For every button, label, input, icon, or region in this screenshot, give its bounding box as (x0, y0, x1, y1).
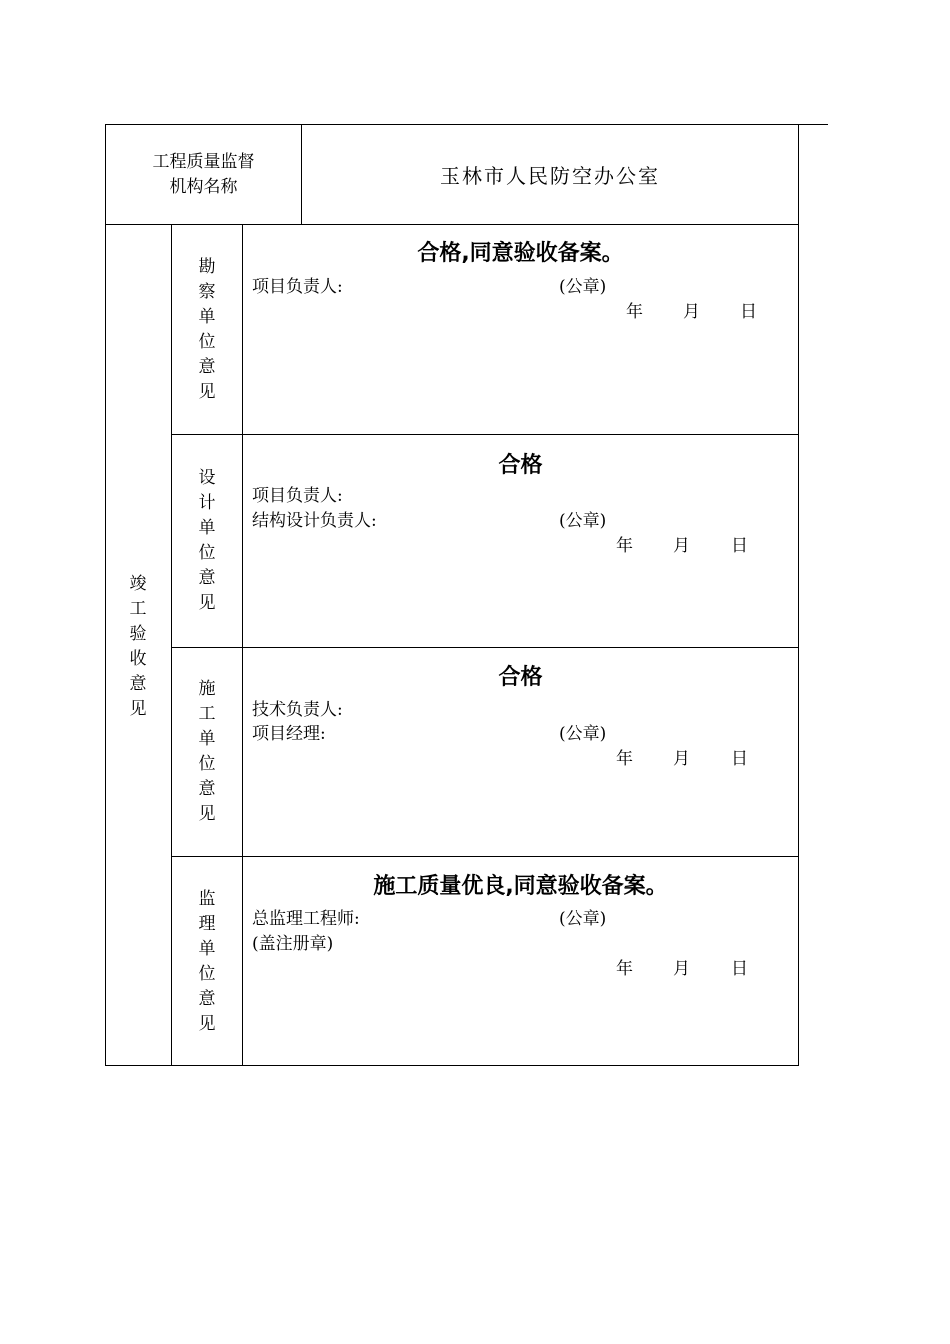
survey-date-year: 年 (626, 302, 643, 322)
label-char: 位 (198, 332, 216, 352)
left-border (105, 124, 106, 1066)
design-structure-leader: 结构设计负责人: (252, 511, 377, 531)
supervision-date-month: 月 (673, 959, 690, 979)
completion-char: 意 (129, 674, 147, 694)
design-unit-label (197, 466, 217, 616)
design-date-month: 月 (673, 536, 690, 556)
label-char: 工 (198, 704, 216, 724)
construction-date-year: 年 (616, 749, 633, 769)
top-border (105, 124, 828, 125)
label-char: 施 (198, 679, 216, 699)
design-date-year: 年 (616, 536, 633, 556)
supervision-org-label (106, 150, 301, 200)
right-border (798, 124, 799, 1066)
survey-date-day: 日 (740, 302, 757, 322)
supervision-seal: (公章) (559, 909, 607, 929)
completion-char: 工 (129, 599, 147, 619)
label-char: 设 (198, 468, 216, 488)
completion-char: 收 (129, 649, 147, 669)
label-char: 计 (198, 493, 216, 513)
bottom-border (105, 1065, 799, 1066)
survey-unit-label (197, 255, 217, 405)
survey-project-leader: 项目负责人: (252, 277, 343, 297)
label-char: 意 (198, 568, 216, 588)
label-char: 意 (198, 357, 216, 377)
label-char: 单 (198, 307, 216, 327)
row-divider-1 (171, 434, 799, 435)
construction-tech-leader: 技术负责人: (252, 700, 343, 720)
unit-label-divider (242, 224, 243, 1066)
construction-unit-label (197, 677, 217, 827)
supervision-unit-label (197, 887, 217, 1037)
label-char: 单 (198, 729, 216, 749)
label-char: 单 (198, 939, 216, 959)
header-bottom-border (105, 224, 799, 225)
completion-char: 见 (129, 699, 147, 719)
design-opinion-heading: 合格 (498, 453, 543, 478)
label-char: 勘 (198, 257, 216, 277)
label-char: 监 (198, 889, 216, 909)
chief-supervising-engineer: 总监理工程师: (252, 909, 360, 929)
design-date-day: 日 (731, 536, 748, 556)
design-project-leader: 项目负责人: (252, 486, 343, 506)
supervision-org-label-line2: 机构名称 (169, 177, 238, 197)
construction-project-manager: 项目经理: (252, 724, 326, 744)
completion-label (128, 572, 148, 722)
org-name: 玉林市人民防空办公室 (440, 164, 660, 188)
registration-stamp-note: (盖注册章) (252, 934, 334, 954)
construction-seal: (公章) (559, 724, 607, 744)
label-char: 意 (198, 779, 216, 799)
construction-date-day: 日 (731, 749, 748, 769)
survey-seal: (公章) (559, 277, 607, 297)
label-char: 位 (198, 964, 216, 984)
supervision-opinion-heading: 施工质量优良,同意验收备案。 (373, 874, 668, 899)
row-divider-3 (171, 856, 799, 857)
label-char: 位 (198, 754, 216, 774)
completion-char: 竣 (129, 574, 147, 594)
label-char: 见 (198, 1014, 216, 1034)
survey-date-month: 月 (683, 302, 700, 322)
label-char: 位 (198, 543, 216, 563)
survey-opinion-heading: 合格,同意验收备案。 (417, 241, 624, 266)
label-char: 见 (198, 593, 216, 613)
construction-date-month: 月 (673, 749, 690, 769)
label-char: 理 (198, 914, 216, 934)
row-divider-2 (171, 647, 799, 648)
supervision-org-label-line1: 工程质量监督 (152, 152, 255, 172)
design-seal: (公章) (559, 511, 607, 531)
label-char: 见 (198, 382, 216, 402)
supervision-date-day: 日 (731, 959, 748, 979)
label-char: 察 (198, 282, 216, 302)
label-char: 单 (198, 518, 216, 538)
completion-char: 验 (129, 624, 147, 644)
construction-opinion-heading: 合格 (498, 665, 543, 690)
supervision-date-year: 年 (616, 959, 633, 979)
label-char: 见 (198, 804, 216, 824)
label-char: 意 (198, 989, 216, 1009)
completion-divider (171, 224, 172, 1066)
